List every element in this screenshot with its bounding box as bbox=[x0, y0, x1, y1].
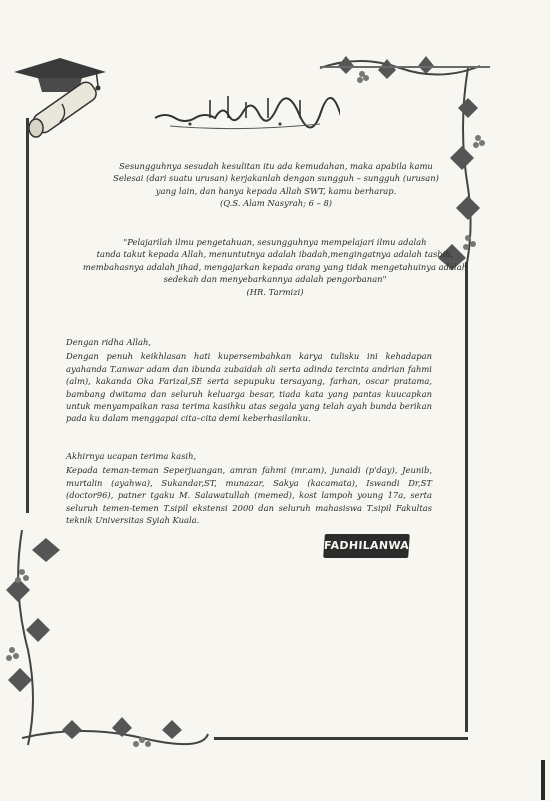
quote-line: Selesai (dari suatu urusan) kerjakanlah dengan sungguh – sungguh (urusan) bbox=[113, 173, 439, 184]
dedication-body: Dengan penuh keikhlasan hati kupersembahkan karya tulisku ini kehadapan ayahanda T.anwar adam dan ibunda zubaidah ali serta adinda tercinta andrian fahmi (alm), kakanda Oka Farizal,SE serta sepupuku tersayang, farhan, oscar pratama, bambang dwitama dan seluruh keluarga besar, tiada kata yang pantas kuucapkan untuk menyampaikan rasa terima kasihku atas segala yang telah ayah bunda berikan pada ku dalam menggapai cita–cita demi keberhasilanku. bbox=[66, 351, 432, 424]
right-frame-rule bbox=[465, 262, 468, 732]
grapevine-ornament-icon bbox=[2, 530, 212, 750]
author-signature: FADHILANWAR bbox=[323, 534, 410, 558]
left-frame-rule bbox=[26, 118, 29, 513]
diploma-scroll-icon bbox=[22, 70, 106, 140]
thanks-section bbox=[66, 450, 432, 526]
bottom-frame-rule bbox=[214, 737, 468, 740]
quote-line: "Pelajarilah ilmu pengetahuan, sesungguhnya mempelajari ilmu adalah bbox=[123, 237, 427, 247]
thanks-body: Kepada teman-teman Seperjuangan, amran fahmi (mr.am), junaidi (p'day), Jeunib, murtalin (ayahwa), Sukandar,ST, munazar, Sakya (kacamata), Iswandi Dr,ST (doctor96), patner tgaku M. Salawatullah (memed), kost lampoh young 17a, serta seluruh temen-temen T.sipil ekstensi 2000 dan seluruh mahasiswa T.sipil Fakultas teknik Universitas Syiah Kuala. bbox=[66, 465, 432, 526]
dedication-section bbox=[66, 336, 432, 425]
quote-source: (Q.S. Alam Nasyrah; 6 – 8) bbox=[219, 198, 333, 209]
top-frame-rule bbox=[320, 66, 490, 68]
quote-line: yang lain, dan hanya kepada Allah SWT, kamu berharap. bbox=[155, 185, 397, 196]
quran-quote bbox=[86, 160, 466, 210]
quote-line: Sesungguhnya sesudah kesulitan itu ada kemudahan, maka apabila kamu bbox=[119, 161, 433, 171]
page-edge-mark bbox=[541, 760, 545, 800]
quote-source: (HR. Tarmizi) bbox=[246, 286, 304, 297]
bismillah-calligraphy-icon bbox=[150, 90, 340, 130]
thanks-opening: Akhirnya ucapan terima kasih, bbox=[66, 451, 197, 461]
quote-line: sedekah dan menyebarkannya adalah pengorbanan" bbox=[163, 274, 387, 285]
dedication-opening: Dengan ridha Allah, bbox=[66, 337, 152, 347]
quote-line: tanda takut kepada Allah, menuntutnya adalah ibadah,mengingatnya adalah tasbih, bbox=[96, 249, 454, 260]
hadith-quote bbox=[80, 236, 470, 298]
quote-line: membahasnya adalah jihad, mengajarkan kepada orang yang tidak mengetahuinya adalah bbox=[82, 261, 468, 272]
